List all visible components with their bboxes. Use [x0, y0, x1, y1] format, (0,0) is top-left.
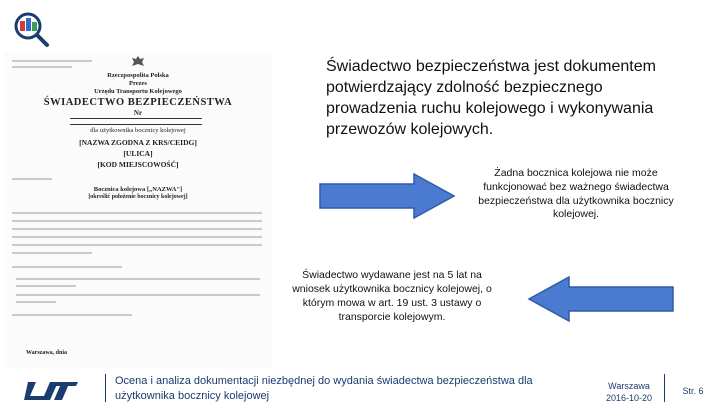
doc-heading-1: Rzeczpospolita Polska: [107, 72, 169, 79]
doc-siding-sub: [określić położenie bocznicy kolejowej]: [88, 194, 188, 200]
eagle-emblem-icon: [130, 54, 146, 70]
doc-title: ŚWIADECTWO BEZPIECZEŃSTWA: [43, 97, 233, 108]
arrow-right-icon: [318, 172, 458, 220]
doc-heading-3: Urzędu Transportu Kolejowego: [94, 88, 182, 95]
footer-divider-2: [664, 374, 665, 402]
magnifier-logo-icon: [12, 10, 50, 48]
utk-logo-icon: [22, 378, 80, 402]
page-number: Str. 6: [682, 386, 704, 396]
arrow-left-icon: [525, 275, 675, 323]
footer-title: Ocena i analiza dokumentacji niezbędnej do wydania świadectwa bezpieczeństwa dla użytkownika bocznicy kolejowej: [115, 375, 533, 402]
doc-name-placeholder: [NAZWA ZGODNA Z KRS/CEIDG]: [79, 138, 197, 147]
footer-location-date: [600, 380, 658, 404]
certificate-document-image: [4, 52, 272, 370]
doc-number-label: Nr: [133, 109, 143, 117]
doc-heading-2: Prezes: [129, 80, 147, 87]
footer-divider: [105, 374, 106, 402]
validity-note: Żadna bocznica kolejowa nie może funkcjonować bez ważnego świadectwa bezpieczeństwa dla użytkownika bocznicy kolejowej.: [478, 167, 674, 221]
main-statement: Świadectwo bezpieczeństwa jest dokumentem potwierdzający zdolność bezpiecznego prowadzenia ruchu kolejowego i wykonywania przewozów kolejowych.: [326, 58, 656, 138]
doc-siding-label: Bocznica kolejowa [„NAZWA"]: [93, 186, 183, 193]
footer-date: 2016-10-20: [605, 393, 653, 403]
footer-city: Warszawa: [608, 381, 650, 391]
doc-for-user: dla użytkownika bocznicy kolejowej: [90, 127, 186, 134]
issuance-note: Świadectwo wydawane jest na 5 lat na wniosek użytkownika bocznicy kolejowej, o którym mowa w art. 19 ust. 3 ustawy o transporcie kolejowym.: [292, 269, 492, 323]
doc-street-placeholder: [ULICA]: [123, 149, 153, 158]
doc-city-placeholder: [KOD MIEJSCOWOŚĆ]: [97, 160, 179, 169]
doc-place-label: Warszawa, dnia: [26, 350, 68, 356]
